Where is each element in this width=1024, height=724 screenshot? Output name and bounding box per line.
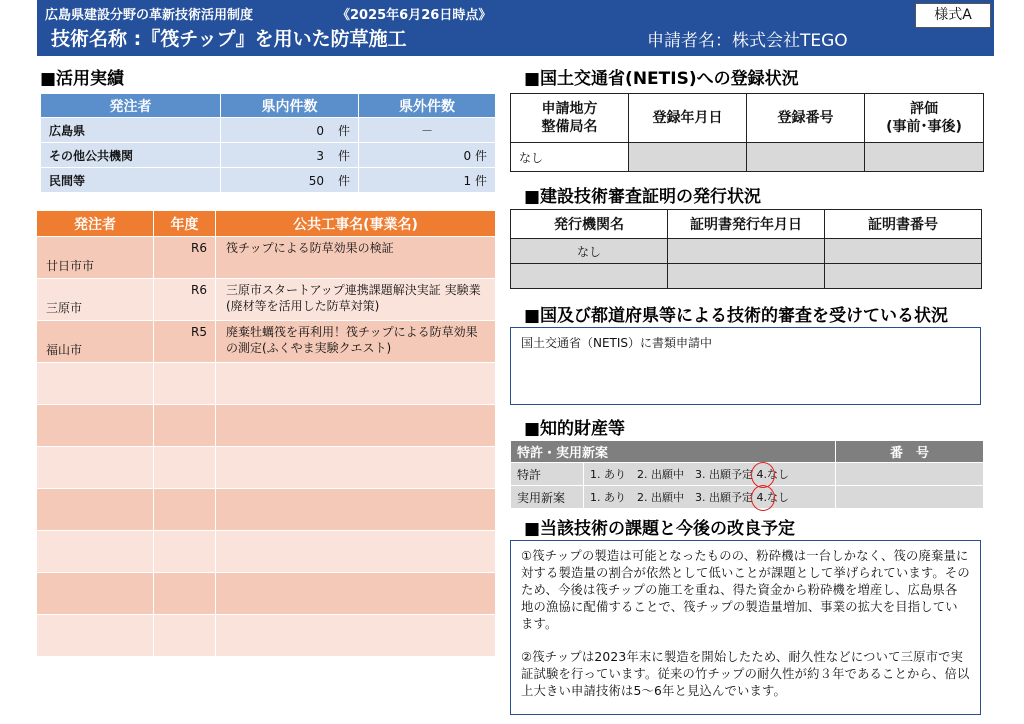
proj-name-cell — [216, 615, 496, 657]
table-row — [37, 279, 496, 321]
proj-year-cell — [154, 363, 216, 405]
proj-name-cell — [216, 363, 496, 405]
ip-patent-number — [836, 463, 984, 486]
plan-section-title: ■当該技術の課題と今後の改良予定 — [524, 519, 796, 539]
cert-number-cell — [825, 264, 982, 289]
projects-table — [36, 210, 496, 657]
table-row — [37, 531, 496, 573]
plan-textbox — [510, 540, 981, 715]
proj-client-cell — [37, 573, 154, 615]
perf-header-client: 発注者 — [41, 94, 221, 118]
proj-year-cell — [154, 405, 216, 447]
perf-client: その他公共機関 — [41, 143, 221, 168]
proj-client-cell — [37, 489, 154, 531]
proj-year-cell — [154, 489, 216, 531]
certificate-section-title: ■建設技術審査証明の発行状況 — [524, 187, 762, 207]
proj-name-cell: 廃棄牡蠣筏を再利用！筏チップによる防草効果の測定(ふくやま実験クエスト) — [216, 321, 496, 363]
ip-section-title: ■知的財産等 — [524, 419, 626, 439]
perf-out-pref: － — [359, 118, 496, 143]
proj-client-cell: 三原市 — [37, 279, 154, 321]
proj-client-cell — [37, 363, 154, 405]
proj-year-cell: R6 — [154, 279, 216, 321]
certificate-table — [510, 209, 982, 289]
page-title: 技術名称 :『筏チップ』を用いた防草施工 — [51, 28, 407, 50]
perf-header-out-pref: 県外件数 — [359, 94, 496, 118]
cert-number-cell — [825, 239, 982, 264]
cert-date-cell — [668, 239, 825, 264]
proj-name-cell — [216, 447, 496, 489]
proj-header-name: 公共工事名(事業名) — [216, 211, 496, 237]
ip-utility-options: 1. あり 2. 出願中 3. 出願予定 4.なし — [584, 486, 836, 509]
proj-client-cell: 廿日市市 — [37, 237, 154, 279]
perf-in-pref: 0 件 — [221, 118, 359, 143]
table-row — [37, 615, 496, 657]
netis-number-cell — [747, 143, 865, 172]
proj-client-cell — [37, 615, 154, 657]
cert-header-issuer: 発行機関名 — [511, 210, 668, 239]
review-section-title: ■国及び都道府県等による技術的審査を受けている状況 — [524, 306, 949, 326]
header-subtitle: 広島県建設分野の革新技術活用制度 — [45, 8, 254, 23]
selected-option-circle: 4. — [756, 468, 767, 481]
proj-header-year: 年度 — [154, 211, 216, 237]
table-row — [37, 237, 496, 279]
performance-section-title: ■活用実績 — [40, 69, 125, 89]
netis-bureau-cell: なし — [511, 143, 629, 172]
proj-header-client: 発注者 — [37, 211, 154, 237]
table-row — [37, 405, 496, 447]
ip-patent-label: 特許 — [511, 463, 584, 486]
netis-section-title: ■国土交通省(NETIS)への登録状況 — [524, 69, 799, 89]
proj-client-cell — [37, 405, 154, 447]
proj-year-cell — [154, 531, 216, 573]
proj-name-cell — [216, 489, 496, 531]
perf-out-pref: 0 件 — [359, 143, 496, 168]
netis-evaluation-cell — [865, 143, 984, 172]
cert-date-cell — [668, 264, 825, 289]
perf-out-pref: 1 件 — [359, 168, 496, 193]
cert-issuer-cell: なし — [511, 239, 668, 264]
performance-table — [40, 93, 496, 193]
ip-utility-number — [836, 486, 984, 509]
cert-header-date: 証明書発行年月日 — [668, 210, 825, 239]
table-row — [37, 573, 496, 615]
proj-name-cell — [216, 531, 496, 573]
ip-header-type: 特許・実用新案 — [511, 441, 836, 463]
table-row — [511, 143, 984, 172]
proj-year-cell — [154, 447, 216, 489]
cert-header-number: 証明書番号 — [825, 210, 982, 239]
proj-year-cell: R5 — [154, 321, 216, 363]
applicant-name: 申請者名：株式会社TEGO — [647, 31, 848, 51]
perf-client: 広島県 — [41, 118, 221, 143]
header-date: 《2025年6月26日時点》 — [337, 8, 492, 23]
proj-name-cell — [216, 573, 496, 615]
table-row — [37, 321, 496, 363]
page-header — [37, 0, 994, 56]
cert-issuer-cell — [511, 264, 668, 289]
perf-in-pref: 3 件 — [221, 143, 359, 168]
netis-header-date: 登録年月日 — [629, 94, 747, 143]
table-row — [37, 447, 496, 489]
perf-client: 民間等 — [41, 168, 221, 193]
ip-header-number: 番 号 — [836, 441, 984, 463]
proj-name-cell — [216, 405, 496, 447]
netis-table — [510, 93, 984, 172]
netis-header-bureau: 申請地方 整備局名 — [511, 94, 629, 143]
ip-table — [510, 440, 984, 509]
table-row — [41, 143, 496, 168]
proj-client-cell — [37, 447, 154, 489]
table-row — [37, 489, 496, 531]
proj-year-cell — [154, 573, 216, 615]
plan-paragraph-1: ①筏チップの製造は可能となったものの、粉砕機は一台しかなく、筏の廃棄量に対する製造量の割合が依然として低いことが課題として挙げられています。そのため、今後は筏チップの施工を重ね、得た資金から粉砕機を増産し、広島県各地の漁協に配備することで、筏チップの製造量増加、事業の拡大を目指しています。 — [521, 549, 970, 631]
perf-header-in-pref: 県内件数 — [221, 94, 359, 118]
ip-utility-label: 実用新案 — [511, 486, 584, 509]
selected-option-circle: 4. — [756, 491, 767, 504]
table-row — [511, 463, 984, 486]
review-textbox — [510, 327, 981, 405]
proj-client-cell: 福山市 — [37, 321, 154, 363]
netis-header-evaluation: 評価 (事前･事後) — [865, 94, 984, 143]
netis-header-number: 登録番号 — [747, 94, 865, 143]
table-row — [511, 239, 982, 264]
plan-paragraph-2: ②筏チップは2023年末に製造を開始したため、耐久性などについて三原市で実証試験を行っています。従来の竹チップの耐久性が約３年であることから、倍以上大きい申請技術は5～6年と見込んでいます。 — [521, 650, 970, 698]
netis-date-cell — [629, 143, 747, 172]
ip-patent-options: 1. あり 2. 出願中 3. 出願予定 4.なし — [584, 463, 836, 486]
review-text: 国土交通省（NETIS）に書類申請中 — [521, 336, 713, 350]
table-row — [41, 168, 496, 193]
proj-year-cell — [154, 615, 216, 657]
proj-name-cell: 筏チップによる防草効果の検証 — [216, 237, 496, 279]
perf-in-pref: 50 件 — [221, 168, 359, 193]
proj-name-cell: 三原市スタートアップ連携課題解決実証 実験業(廃材等を活用した防草対策) — [216, 279, 496, 321]
proj-client-cell — [37, 531, 154, 573]
proj-year-cell: R6 — [154, 237, 216, 279]
table-row — [37, 363, 496, 405]
table-row — [41, 118, 496, 143]
table-row — [511, 486, 984, 509]
table-row — [511, 264, 982, 289]
form-type-badge: 様式A — [915, 3, 991, 28]
